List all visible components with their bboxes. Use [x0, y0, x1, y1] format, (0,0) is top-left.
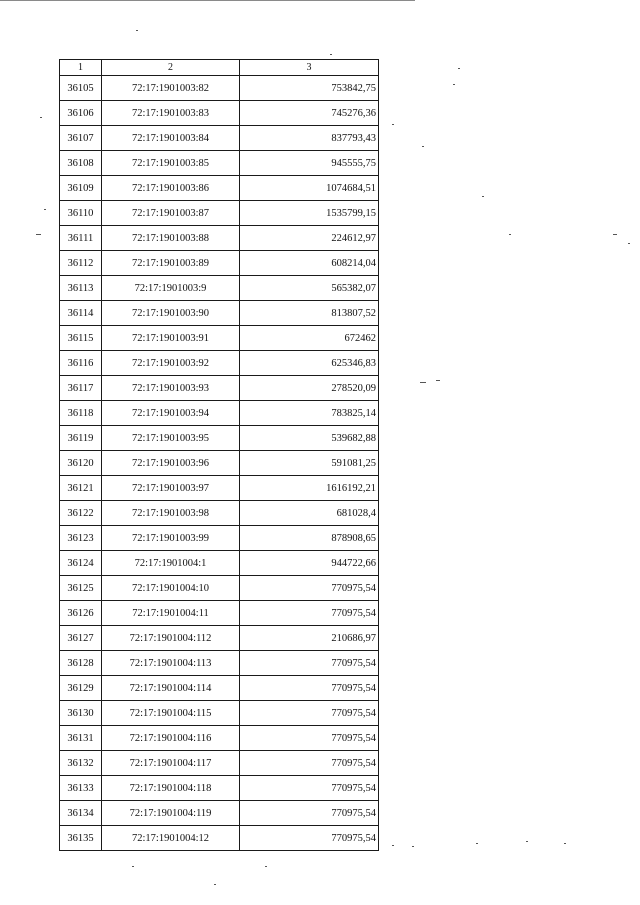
- cadastral-value-cell: 1535799,15: [240, 201, 379, 226]
- cadastral-value-table: [59, 59, 379, 851]
- row-number-cell: 36126: [60, 601, 102, 626]
- scan-speck: [36, 234, 41, 235]
- table-row: [60, 251, 379, 276]
- row-number-cell: 36127: [60, 626, 102, 651]
- cadastral-number-cell: 72:17:1901004:116: [102, 726, 240, 751]
- cadastral-number-cell: 72:17:1901004:112: [102, 626, 240, 651]
- row-number-cell: 36134: [60, 801, 102, 826]
- row-number-cell: 36109: [60, 176, 102, 201]
- cadastral-value-cell: 770975,54: [240, 701, 379, 726]
- row-number-cell: 36107: [60, 126, 102, 151]
- scan-speck: [628, 243, 630, 244]
- table-row: [60, 351, 379, 376]
- cadastral-value-cell: 681028,4: [240, 501, 379, 526]
- cadastral-number-cell: 72:17:1901004:10: [102, 576, 240, 601]
- cadastral-value-cell: 770975,54: [240, 726, 379, 751]
- cadastral-number-cell: 72:17:1901003:9: [102, 276, 240, 301]
- row-number-cell: 36113: [60, 276, 102, 301]
- row-number-cell: 36124: [60, 551, 102, 576]
- row-number-cell: 36116: [60, 351, 102, 376]
- row-number-cell: 36133: [60, 776, 102, 801]
- cadastral-value-cell: 753842,75: [240, 76, 379, 101]
- table-row: [60, 201, 379, 226]
- cadastral-value-cell: 625346,83: [240, 351, 379, 376]
- cadastral-number-cell: 72:17:1901003:82: [102, 76, 240, 101]
- scan-speck: [40, 117, 42, 118]
- cadastral-number-cell: 72:17:1901003:99: [102, 526, 240, 551]
- cadastral-value-cell: 672462: [240, 326, 379, 351]
- row-number-cell: 36122: [60, 501, 102, 526]
- row-number-cell: 36121: [60, 476, 102, 501]
- column-header-cadastral-number: 2: [102, 60, 240, 76]
- table-row: [60, 326, 379, 351]
- table-row: [60, 501, 379, 526]
- cadastral-number-cell: 72:17:1901004:113: [102, 651, 240, 676]
- cadastral-number-cell: 72:17:1901003:91: [102, 326, 240, 351]
- row-number-cell: 36129: [60, 676, 102, 701]
- cadastral-value-cell: 210686,97: [240, 626, 379, 651]
- table-row: [60, 151, 379, 176]
- scan-speck: [412, 846, 414, 847]
- row-number-cell: 36120: [60, 451, 102, 476]
- scan-speck: [44, 209, 46, 210]
- column-header-value: 3: [240, 60, 379, 76]
- scan-speck: [482, 196, 484, 197]
- cadastral-value-cell: 770975,54: [240, 651, 379, 676]
- scan-speck: [392, 124, 394, 125]
- table-row: [60, 626, 379, 651]
- cadastral-value-cell: 608214,04: [240, 251, 379, 276]
- table-row: [60, 76, 379, 101]
- scan-speck: [453, 84, 455, 85]
- table-row: [60, 801, 379, 826]
- cadastral-number-cell: 72:17:1901003:85: [102, 151, 240, 176]
- row-number-cell: 36112: [60, 251, 102, 276]
- cadastral-number-cell: 72:17:1901004:12: [102, 826, 240, 851]
- table-row: [60, 176, 379, 201]
- row-number-cell: 36111: [60, 226, 102, 251]
- table-row: [60, 301, 379, 326]
- cadastral-number-cell: 72:17:1901003:88: [102, 226, 240, 251]
- table-body: [60, 76, 379, 851]
- cadastral-value-cell: 565382,07: [240, 276, 379, 301]
- cadastral-number-cell: 72:17:1901004:119: [102, 801, 240, 826]
- row-number-cell: 36108: [60, 151, 102, 176]
- scan-speck: [613, 234, 617, 235]
- cadastral-number-cell: 72:17:1901003:89: [102, 251, 240, 276]
- table-row: [60, 376, 379, 401]
- table-row: [60, 726, 379, 751]
- cadastral-number-cell: 72:17:1901003:94: [102, 401, 240, 426]
- row-number-cell: 36119: [60, 426, 102, 451]
- cadastral-number-cell: 72:17:1901003:83: [102, 101, 240, 126]
- table-row: [60, 701, 379, 726]
- scan-speck: [564, 843, 566, 844]
- row-number-cell: 36117: [60, 376, 102, 401]
- cadastral-value-cell: 813807,52: [240, 301, 379, 326]
- row-number-cell: 36130: [60, 701, 102, 726]
- table-row: [60, 276, 379, 301]
- cadastral-number-cell: 72:17:1901004:11: [102, 601, 240, 626]
- table-row: [60, 451, 379, 476]
- cadastral-number-cell: 72:17:1901004:117: [102, 751, 240, 776]
- row-number-cell: 36106: [60, 101, 102, 126]
- scan-speck: [509, 234, 511, 235]
- cadastral-number-cell: 72:17:1901003:84: [102, 126, 240, 151]
- scan-speck: [436, 380, 440, 381]
- row-number-cell: 36115: [60, 326, 102, 351]
- cadastral-value-cell: 591081,25: [240, 451, 379, 476]
- table-header: [60, 60, 379, 76]
- table-row: [60, 651, 379, 676]
- table-row: [60, 101, 379, 126]
- scan-speck: [214, 884, 216, 885]
- cadastral-number-cell: 72:17:1901003:86: [102, 176, 240, 201]
- cadastral-number-cell: 72:17:1901003:90: [102, 301, 240, 326]
- cadastral-value-cell: 539682,88: [240, 426, 379, 451]
- table-row: [60, 601, 379, 626]
- table-row: [60, 551, 379, 576]
- table-row: [60, 776, 379, 801]
- row-number-cell: 36118: [60, 401, 102, 426]
- cadastral-value-cell: 837793,43: [240, 126, 379, 151]
- cadastral-number-cell: 72:17:1901003:92: [102, 351, 240, 376]
- scan-speck: [420, 382, 426, 383]
- cadastral-number-cell: 72:17:1901003:93: [102, 376, 240, 401]
- table-row: [60, 676, 379, 701]
- cadastral-value-cell: 224612,97: [240, 226, 379, 251]
- cadastral-number-cell: 72:17:1901004:118: [102, 776, 240, 801]
- cadastral-number-cell: 72:17:1901004:1: [102, 551, 240, 576]
- cadastral-number-cell: 72:17:1901003:96: [102, 451, 240, 476]
- cadastral-value-cell: 945555,75: [240, 151, 379, 176]
- cadastral-value-cell: 770975,54: [240, 601, 379, 626]
- cadastral-value-cell: 770975,54: [240, 576, 379, 601]
- cadastral-value-cell: 770975,54: [240, 826, 379, 851]
- row-number-cell: 36132: [60, 751, 102, 776]
- top-edge-rule: [0, 0, 415, 1]
- cadastral-number-cell: 72:17:1901003:87: [102, 201, 240, 226]
- row-number-cell: 36131: [60, 726, 102, 751]
- column-header-number: 1: [60, 60, 102, 76]
- scan-speck: [136, 30, 138, 31]
- cadastral-number-cell: 72:17:1901003:98: [102, 501, 240, 526]
- table-row: [60, 401, 379, 426]
- cadastral-value-cell: 278520,09: [240, 376, 379, 401]
- cadastral-number-cell: 72:17:1901003:95: [102, 426, 240, 451]
- row-number-cell: 36128: [60, 651, 102, 676]
- cadastral-value-cell: 1616192,21: [240, 476, 379, 501]
- scan-speck: [392, 845, 394, 846]
- cadastral-number-cell: 72:17:1901004:114: [102, 676, 240, 701]
- scan-speck: [526, 841, 528, 842]
- scan-speck: [330, 54, 332, 55]
- row-number-cell: 36125: [60, 576, 102, 601]
- cadastral-value-cell: 783825,14: [240, 401, 379, 426]
- scan-speck: [476, 843, 478, 844]
- cadastral-value-cell: 770975,54: [240, 776, 379, 801]
- cadastral-value-cell: 944722,66: [240, 551, 379, 576]
- cadastral-value-cell: 878908,65: [240, 526, 379, 551]
- header-row: [60, 60, 379, 76]
- row-number-cell: 36135: [60, 826, 102, 851]
- table-row: [60, 426, 379, 451]
- cadastral-number-cell: 72:17:1901004:115: [102, 701, 240, 726]
- scan-speck: [422, 146, 424, 147]
- scan-speck: [458, 68, 460, 69]
- table-row: [60, 126, 379, 151]
- cadastral-value-cell: 770975,54: [240, 751, 379, 776]
- table-row: [60, 751, 379, 776]
- scan-speck: [132, 866, 134, 867]
- row-number-cell: 36110: [60, 201, 102, 226]
- row-number-cell: 36114: [60, 301, 102, 326]
- cadastral-value-cell: 770975,54: [240, 801, 379, 826]
- row-number-cell: 36105: [60, 76, 102, 101]
- cadastral-value-cell: 1074684,51: [240, 176, 379, 201]
- scan-speck: [265, 866, 267, 867]
- table-row: [60, 826, 379, 851]
- table-row: [60, 476, 379, 501]
- cadastral-value-cell: 745276,36: [240, 101, 379, 126]
- table-row: [60, 526, 379, 551]
- table-row: [60, 226, 379, 251]
- table-row: [60, 576, 379, 601]
- cadastral-value-cell: 770975,54: [240, 676, 379, 701]
- row-number-cell: 36123: [60, 526, 102, 551]
- cadastral-number-cell: 72:17:1901003:97: [102, 476, 240, 501]
